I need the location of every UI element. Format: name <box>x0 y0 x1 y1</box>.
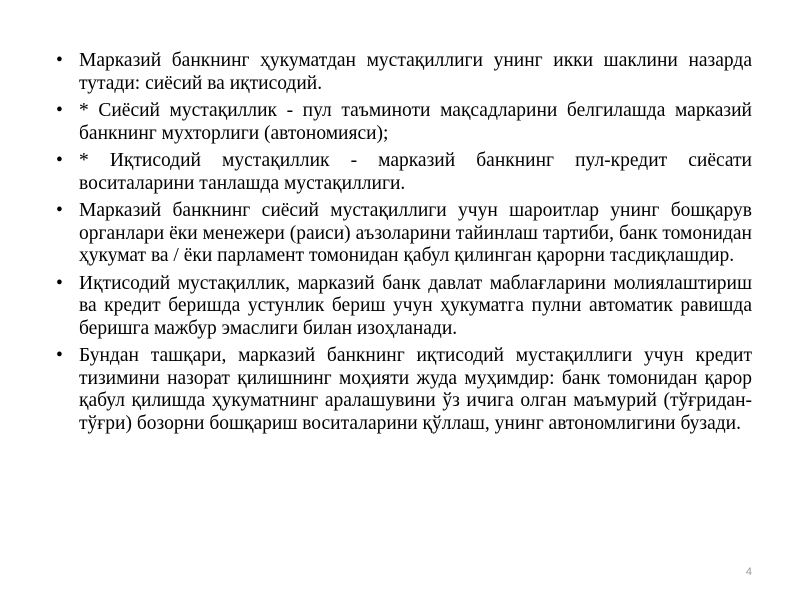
bullet-marker: • <box>56 100 63 121</box>
bullet-text: Бундан ташқари, марказий банкнинг иқтисодий мустақиллиги учун кредит тизимини назорат қилишнинг моҳияти жуда муҳимдир: банк томонидан қарор қабул қилишда ҳукуматнинг аралашувини ўз ичига олган маъмурий (тўғридан-тўғри) бозорни бошқариш воситаларини қўллаш, унинг автономлигини бузади. <box>79 345 752 434</box>
bullet-text: Марказий банкнинг сиёсий мустақиллиги учун шароитлар унинг бошқарув органлари ёки менежери (раиси) аъзоларини тайинлаш тартиби, банк томонидан ҳукумат ва / ёки парламент томонидан қабул қилинган қарорни тасдиқлашдир. <box>79 200 752 266</box>
bullet-marker: • <box>56 150 63 171</box>
bullet-item-6 <box>56 345 752 435</box>
bullet-marker: • <box>56 200 63 221</box>
bullet-item-4 <box>56 200 752 268</box>
page-number: 4 <box>745 566 752 578</box>
bullet-item-2 <box>56 100 752 145</box>
bullet-text: * Иқтисодий мустақиллик - марказий банкнинг пул-кредит сиёсати воситаларини танлашда мустақиллиги. <box>79 150 752 194</box>
bullet-marker: • <box>56 345 63 366</box>
bullet-item-5 <box>56 273 752 341</box>
bullet-list <box>56 50 752 440</box>
bullet-item-1 <box>56 50 752 95</box>
bullet-text: * Сиёсий мустақиллик - пул таъминоти мақсадларини белгилашда марказий банкнинг мухторлиги (автономияси); <box>79 100 752 144</box>
bullet-marker: • <box>56 50 63 71</box>
bullet-text: Марказий банкнинг ҳукуматдан мустақиллиги унинг икки шаклини назарда тутади: сиёсий ва иқтисодий. <box>79 50 752 94</box>
bullet-item-3 <box>56 150 752 195</box>
bullet-marker: • <box>56 272 63 294</box>
bullet-text: Иқтисодий мустақиллик, марказий банк давлат маблағларини молиялаштириш ва кредит беришда устунлик бериш учун ҳукуматга пулни автоматик равишда беришга мажбур эмаслиги билан изоҳланади. <box>79 272 752 339</box>
